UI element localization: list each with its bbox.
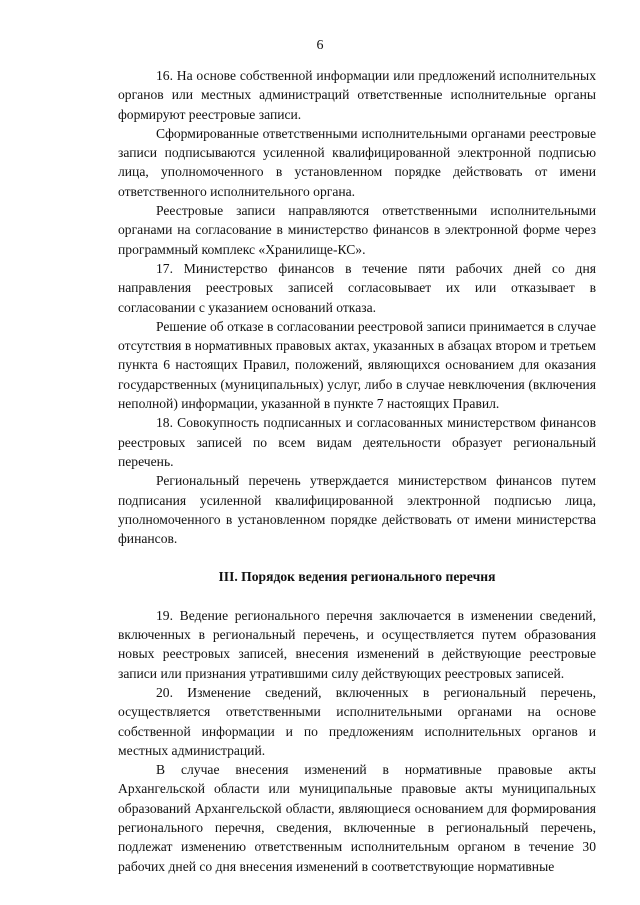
page-number: 6 — [316, 38, 324, 53]
paragraph-20-amendments: В случае внесения изменений в нормативные правовые акты Архангельской области или муниципальные правовые акты муниципальных образований Архангельской области, являющиеся основанием для формирования регионального перечня, сведения, включенные в региональный перечень, подлежат изменению ответственным исполнительным органом в течение 30 рабочих дней со дня внесения изменений в соответствующие нормативные — [118, 762, 596, 874]
paragraph-17: 17. Министерство финансов в течение пяти рабочих дней со дня направления реестровых записей согласовывает их или отказывает в согласовании с указанием оснований отказа. — [118, 260, 596, 315]
paragraph-16-signing: Сформированные ответственными исполнительными органами реестровые записи подписываются усиленной квалифицированной электронной подписью лица, уполномоченного в установленном порядке действовать от имени ответственного исполнительного органа. — [118, 125, 596, 199]
paragraph-17-refusal: Решение об отказе в согласовании реестровой записи принимается в случае отсутствия в нормативных правовых актах, указанных в абзацах втором и третьем пункта 6 настоящих Правил, положений, являющихся основанием для оказания государственных (муниципальных) услуг, либо в случае невключения (включения неполной) информации, указанной в пункте 7 настоящих Правил. — [118, 318, 596, 412]
section-heading: III. Порядок ведения регионального перечня — [218, 569, 496, 585]
paragraph-18: 18. Совокупность подписанных и согласованных министерством финансов реестровых записей по всем видам деятельности образует региональный перечень. — [118, 415, 596, 469]
document-body — [118, 66, 596, 876]
paragraph-16: 16. На основе собственной информации или предложений исполнительных органов или местных администраций ответственные исполнительные органы формируют реестровые записи. — [118, 68, 596, 122]
paragraph-20: 20. Изменение сведений, включенных в региональный перечень, осуществляется ответственными исполнительными органами на основе собственной информации и по предложениям исполнительных органов и местных администраций. — [118, 684, 596, 758]
paragraph-18-approval: Региональный перечень утверждается министерством финансов путем подписания усиленной квалифицированной электронной подписью лица, уполномоченного в установленном порядке действовать от имени министерства финансов. — [118, 473, 596, 547]
paragraph-16-submission: Реестровые записи направляются ответственными исполнительными органами на согласование в министерство финансов в электронной форме через программный комплекс «Хранилище-КС». — [118, 203, 596, 257]
paragraph-19: 19. Ведение регионального перечня заключается в изменении сведений, включенных в региональный перечень, и осуществляется путем образования новых реестровых записей, внесения изменений в действующие реестровые записи или признания утратившими силу действующих реестровых записей. — [118, 607, 596, 681]
